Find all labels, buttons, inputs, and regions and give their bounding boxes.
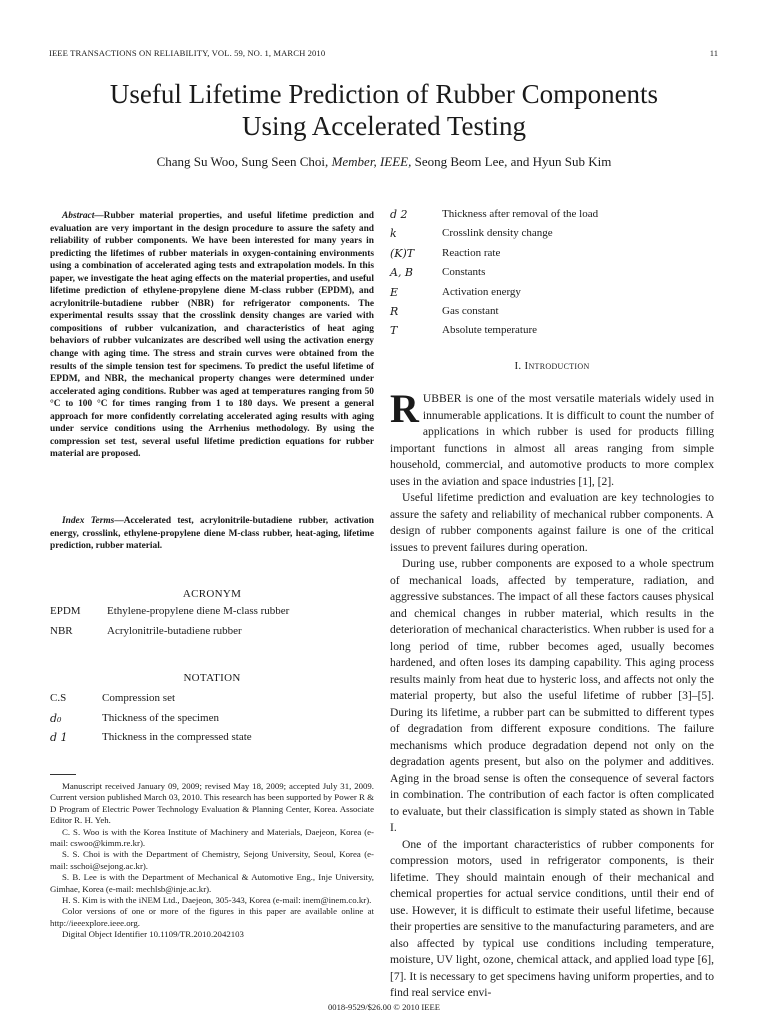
notation-row bbox=[390, 324, 598, 343]
notation-value: Thickness after removal of the load bbox=[442, 208, 599, 220]
acronym-value: Ethylene-propylene diene M-class rubber bbox=[107, 605, 290, 617]
footnote: S. B. Lee is with the Department of Mechanical & Automotive Eng., Inje University, Gimhae, Korea (e-mail: mechlsb@inje.ac.kr). bbox=[50, 872, 374, 894]
acronym-value: Acrylonitrile-butadiene rubber bbox=[107, 624, 242, 637]
title-line-2: Using Accelerated Testing bbox=[241, 111, 527, 141]
running-header: IEEE TRANSACTIONS ON RELIABILITY, VOL. 59, NO. 1, MARCH 2010 bbox=[49, 48, 326, 58]
section-title: Introduction bbox=[524, 360, 590, 372]
notation-key: T bbox=[390, 324, 398, 338]
notation-key: d 2 bbox=[390, 208, 408, 221]
paragraph: Useful lifetime prediction and evaluation are key technologies to assure the safety and reliability of mechanical rubber components. A design of rubber components against failure is one of the critical issues to prevent failures during operation. bbox=[390, 491, 714, 554]
acronym-key: NBR bbox=[50, 624, 73, 637]
notation-key: d₀ bbox=[50, 711, 62, 725]
abstract-lead: Abstract bbox=[62, 211, 95, 221]
notation-key: R bbox=[390, 304, 399, 318]
notation-row bbox=[50, 692, 374, 712]
author-2-role: Member, IEEE, bbox=[331, 154, 412, 169]
author-3: Seong Beom Lee, bbox=[414, 154, 508, 169]
paragraph: One of the important characteristics of rubber components for compression motors, used in refrigerator components, is their lifetime. They should maintain enough of their mechanical and chemical properties for actual service conditions, until their end of use. However, it is difficult to estimate their useful lifetime, because their properties are sensitive to the manufacturing parameters, and are also affected by typical use conditions including temperature, moisture, UV light, ozone, chemical attack, and applied load type [6], [7]. It is necessary to get specimens having uniform properties, and to find real service envi- bbox=[390, 837, 714, 999]
author-4: and Hyun Sub Kim bbox=[510, 154, 612, 169]
notation-list-right bbox=[390, 208, 598, 344]
paragraph-text: UBBER is one of the most versatile materials widely used in innumerable applications. It is difficult to count the number of applications in which rubber is used for products filling important functions in almost all areas ranging from simple household, commercial, and automotive products to more complex uses in the aviation and space industries [1], [2]. bbox=[390, 392, 714, 488]
notation-row bbox=[50, 712, 374, 732]
acronym-row bbox=[50, 605, 374, 625]
introduction-body bbox=[390, 386, 714, 1002]
notation-value: Activation energy bbox=[442, 285, 521, 298]
footnote-rule bbox=[50, 774, 76, 775]
notation-row bbox=[390, 227, 598, 246]
title-line-1: Useful Lifetime Prediction of Rubber Components bbox=[109, 79, 659, 109]
abstract-text: —Rubber material properties, and useful lifetime prediction and evaluation are very important in the design procedure to assure the safety and reliability of rubber components. We have been interested for many years in predicting the lifetimes of rubber materials in oxygen-containing environments using a combination of accelerated aging tests and extrapolation models. In this paper, we investigate the heat aging effects on the material properties, and useful lifetime prediction of ethylene-propylene diene M-class rubber (EPDM), and acrylonitrile-butadiene rubber (NBR) for refrigerator components. The experimental results sssay that the crosslink density changes are varied with compositions of rubber vulcanization, and characteristics of heat aging behaviors of rubber vulcanizates are described well using the activation energy change with aging time. The stress and strain curves were obtained from the results of the simple tension test for specimens. To predict the useful lifetime of EPDM, and NBR, the mechanical property changes were determined under accelerated aging conditions. Rubber was aged at temperatures ranging from 50 °C to 100 °C for times ranging from 1 to 180 days. We present a general approach for more confidently correlating accelerated aging results with aging under service conditions using the Arrhenius methodology. By using the compression set test, several useful lifetime prediction equations for rubber material are proposed. bbox=[50, 211, 374, 460]
author-list bbox=[0, 154, 768, 170]
acronym-heading: ACRONYM bbox=[182, 588, 242, 600]
notation-key: A, B bbox=[390, 266, 414, 280]
index-terms-text: —Accelerated test, acrylonitrile-butadiene rubber, activation energy, crosslink, ethylene-propylene diene M-class rubber, heat-aging, lifetime prediction, rubber material. bbox=[50, 516, 374, 552]
notation-row bbox=[50, 731, 374, 751]
acronym-row bbox=[50, 625, 374, 645]
notation-key: d 1 bbox=[50, 731, 68, 744]
notation-value: Absolute temperature bbox=[442, 324, 537, 337]
section-heading-introduction bbox=[390, 360, 714, 372]
notation-key: (K)T bbox=[390, 246, 415, 260]
notation-key: E bbox=[390, 285, 399, 299]
notation-row bbox=[390, 286, 598, 305]
notation-row bbox=[390, 305, 598, 324]
footnotes bbox=[50, 781, 374, 941]
notation-row bbox=[390, 208, 598, 227]
notation-value: Reaction rate bbox=[442, 246, 501, 259]
footnote: Manuscript received January 09, 2009; revised May 18, 2009; accepted July 31, 2009. Current version published March 03, 2010. This research has been supported by Power R & D Program of Electric Power Technology Evaluation & Planning Center, Korea. Associate Editor R. H. Yeh. bbox=[50, 781, 374, 826]
acronym-key: EPDM bbox=[50, 605, 81, 617]
index-terms bbox=[50, 515, 374, 553]
notation-value: Compression set bbox=[102, 692, 176, 704]
notation-value: Thickness of the specimen bbox=[102, 711, 219, 724]
notation-key: k bbox=[390, 227, 397, 241]
footnote: S. S. Choi is with the Department of Chemistry, Sejong University, Seoul, Korea (e-mail: sschoi@sejong.ac.kr). bbox=[50, 849, 374, 871]
footnote: Color versions of one or more of the figures in this paper are available online at http://ieeexplore.ieee.org. bbox=[50, 906, 374, 928]
abstract bbox=[50, 210, 374, 461]
footnote: C. S. Woo is with the Korea Institute of Machinery and Materials, Daejeon, Korea (e-mail: cswoo@kimm.re.kr). bbox=[50, 826, 374, 849]
footnote: H. S. Kim is with the iNEM Ltd., Daejeon, 305-343, Korea (e-mail: inem@inem.co.kr). bbox=[62, 895, 372, 906]
notation-value: Thickness in the compressed state bbox=[102, 731, 252, 743]
notation-heading: NOTATION bbox=[183, 672, 241, 684]
notation-key: C.S bbox=[50, 692, 67, 704]
notation-value: Gas constant bbox=[442, 304, 499, 317]
drop-cap: R bbox=[390, 386, 419, 431]
paragraph: During use, rubber components are exposed to a whole spectrum of mechanical loads, affected by temperature, radiation, and aggressive substances. The impact of all these factors causes physical and chemical changes in rubber material, which results in the deterioration of mechanical characteristics. When rubber is used for a long period of time, rubber becomes aged, usually becomes hardened, and often loses its damping capability. This aging process results mainly from heat due to hysteric loss, and affects not only the material property, but also the useful lifetime of rubber [3]–[5]. During its lifetime, a rubber part can be submitted to different types of degradation from different exposure conditions. The failure mechanisms which produce degradation depend not only on the degradation agents present, but also on the polymer and additives. Aging in the broad sense is often the consequence of several factors in combination. The contribution of each factor is often complicated to evaluate, but their classification is simply stated as shown in Table I. bbox=[390, 557, 714, 834]
author-2: Sung Seen Choi, bbox=[241, 154, 329, 169]
notation-value: Constants bbox=[442, 266, 486, 279]
acronym-list bbox=[50, 605, 374, 644]
notation-row bbox=[390, 247, 598, 266]
footnote: Digital Object Identifier 10.1109/TR.2010.2042103 bbox=[62, 929, 244, 940]
notation-list-left bbox=[50, 692, 374, 751]
notation-row bbox=[390, 266, 598, 285]
paragraph bbox=[390, 386, 714, 490]
author-1: Chang Su Woo, bbox=[156, 154, 239, 169]
copyright-footer: 0018-9529/$26.00 © 2010 IEEE bbox=[327, 1002, 441, 1012]
paper-title bbox=[0, 78, 768, 142]
section-number: I. bbox=[514, 360, 522, 372]
notation-value: Crosslink density change bbox=[442, 227, 553, 240]
page-number: 11 bbox=[709, 48, 718, 58]
index-terms-lead: Index Terms bbox=[62, 516, 115, 526]
